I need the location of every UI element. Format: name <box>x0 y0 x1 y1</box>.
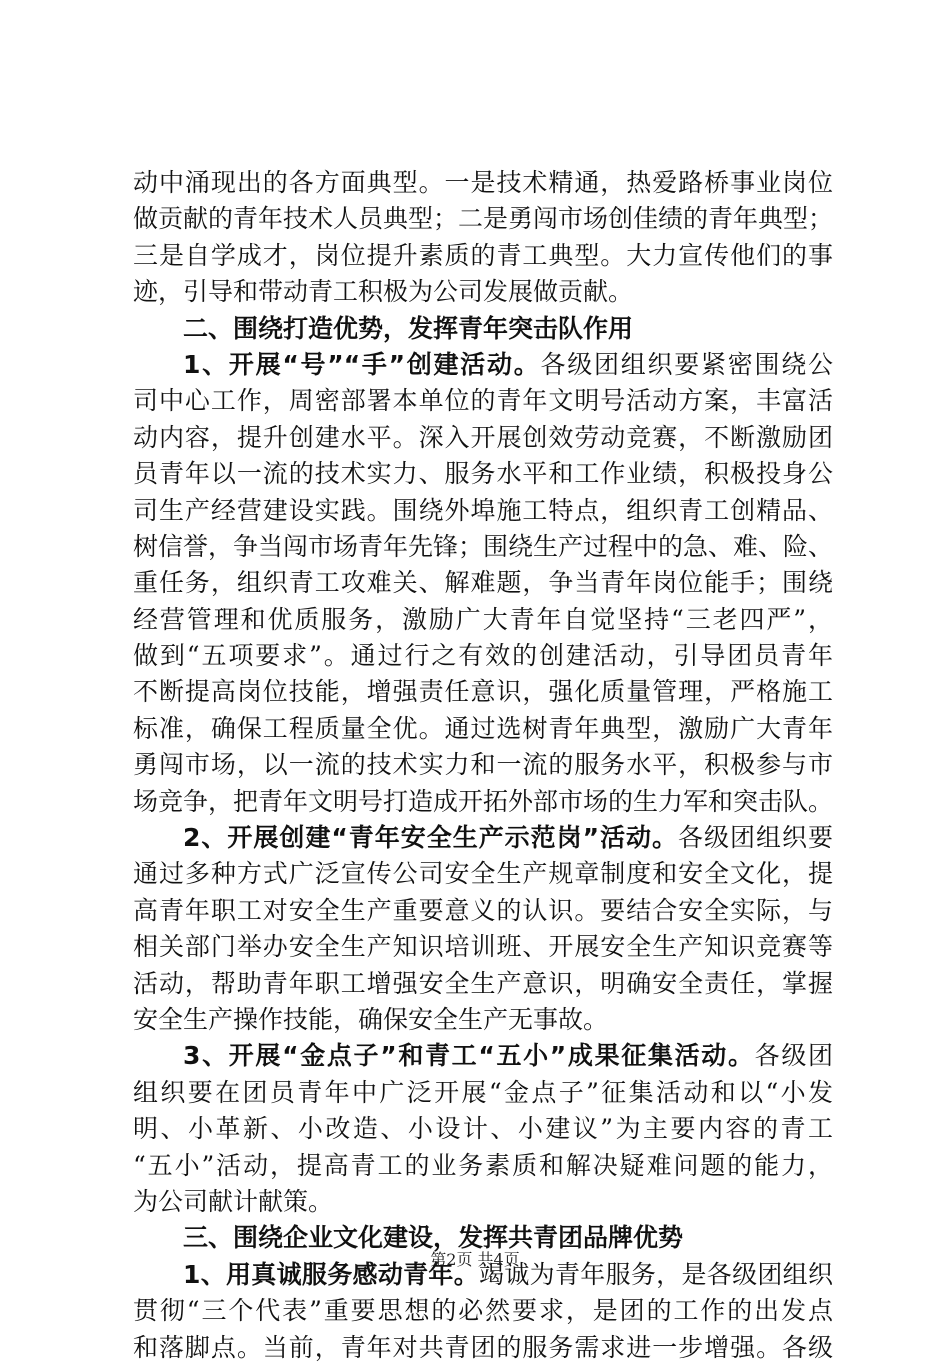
text-line: 经营管理和优质服务，激励广大青年自觉坚持“三老四严”， <box>133 604 833 634</box>
text-line: 做贡献的青年技术人员典型；二是勇闯市场创佳绩的青年典型； <box>133 204 834 234</box>
paragraph-lead: 1、开展“号”“手”创建活动。 <box>183 349 541 379</box>
paragraph-lead: 2、开展创建“青年安全生产示范岗”活动。 <box>183 823 679 853</box>
text-line: 组织要在团员青年中广泛开展“金点子”征集活动和以“小发 <box>133 1077 833 1107</box>
text-line: 为公司献计献策。 <box>133 1186 334 1216</box>
section-heading: 二、围绕打造优势，发挥青年突击队作用 <box>183 313 634 343</box>
text-line <box>133 820 833 856</box>
text-line: 勇闯市场，以一流的技术实力和一流的服务水平，积极参与市 <box>133 750 833 780</box>
document-body <box>133 165 833 1366</box>
text-line: 安全生产操作技能，确保安全生产无事故。 <box>133 1004 609 1034</box>
text-line <box>133 1038 833 1074</box>
text-line: 迹，引导和带动青工积极为公司发展做贡献。 <box>133 277 634 307</box>
text-run: 各级团 <box>754 1041 833 1071</box>
text-run: 各级团组织要紧密围绕公 <box>540 349 833 379</box>
text-line: 三是自学成才，岗位提升素质的青工典型。大力宣传他们的事 <box>133 240 833 270</box>
text-line: 树信誉，争当闯市场青年先锋；围绕生产过程中的急、难、险、 <box>133 531 834 561</box>
text-line: 贯彻“三个代表”重要思想的必然要求，是团的工作的出发点 <box>133 1296 833 1326</box>
text-line: “五小”活动，提高青工的业务素质和解决疑难问题的能力， <box>133 1150 833 1180</box>
text-line: 司生产经营建设实践。围绕外埠施工特点，组织青工创精品、 <box>133 495 833 525</box>
text-line: 明、小革新、小改造、小设计、小建议”为主要内容的青工 <box>133 1114 833 1144</box>
text-line: 活动，帮助青年职工增强安全生产意识，明确安全责任，掌握 <box>133 968 833 998</box>
text-line: 场竞争，把青年文明号打造成开拓外部市场的生力军和突击队。 <box>133 786 834 816</box>
section-heading: 三、围绕企业文化建设，发挥共青团品牌优势 <box>183 1223 684 1253</box>
text-line: 员青年以一流的技术实力、服务水平和工作业绩，积极投身公 <box>133 459 833 489</box>
text-line: 做到“五项要求”。通过行之有效的创建活动，引导团员青年 <box>133 641 833 671</box>
text-line: 动内容，提升创建水平。深入开展创效劳动竞赛，不断激励团 <box>133 422 833 452</box>
paragraph-lead: 1、用真诚服务感动青年。 <box>183 1259 480 1289</box>
text-line: 和落脚点。当前，青年对共青团的服务需求进一步增强。各级 <box>133 1332 833 1362</box>
text-line: 通过多种方式广泛宣传公司安全生产规章制度和安全文化，提 <box>133 859 833 889</box>
text-line: 动中涌现出的各方面典型。一是技术精通，热爱路桥事业岗位 <box>133 168 833 197</box>
text-run: 竭诚为青年服务，是各级团组织 <box>479 1259 833 1289</box>
text-line: 标准，确保工程质量全优。通过选树青年典型，激励广大青年 <box>133 713 833 743</box>
text-line <box>133 347 833 383</box>
text-line: 高青年职工对安全生产重要意义的认识。要结合安全实际，与 <box>133 895 833 925</box>
text-line: 重任务，组织青工攻难关、解难题，争当青年岗位能手；围绕 <box>133 568 833 598</box>
text-line: 不断提高岗位技能，增强责任意识，强化质量管理，严格施工 <box>133 677 833 707</box>
text-line: 司中心工作，周密部署本单位的青年文明号活动方案，丰富活 <box>133 386 833 416</box>
text-line: 相关部门举办安全生产知识培训班、开展安全生产知识竞赛等 <box>133 932 833 962</box>
text-run: 各级团组织要 <box>678 823 833 853</box>
page-footer: 第2页 共4页 <box>430 1250 520 1269</box>
paragraph-lead: 3、开展“金点子”和青工“五小”成果征集活动。 <box>183 1041 755 1071</box>
